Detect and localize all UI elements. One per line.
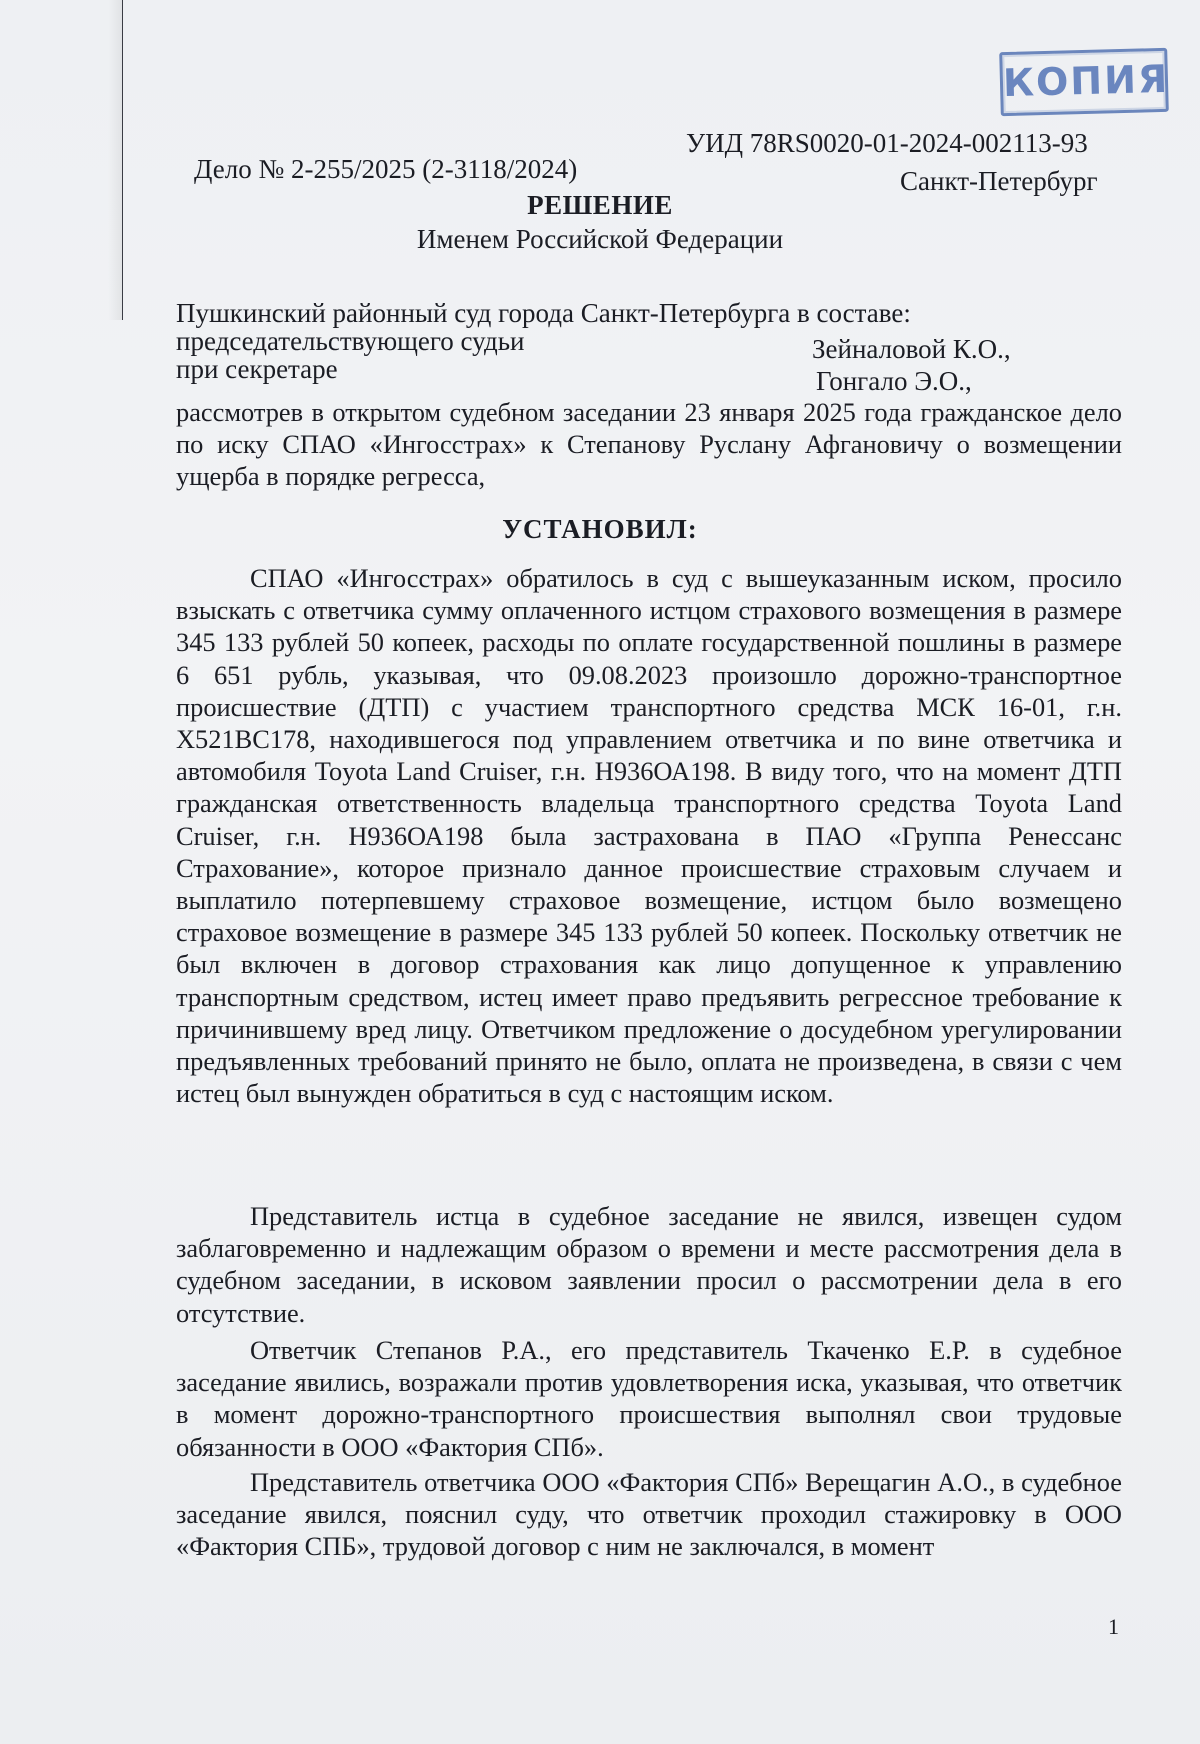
paragraph-text: Ответчик Степанов Р.А., его представитель Ткаченко Е.Р. в судебное заседание явились, возражали против удовлетворения иска, указывая, что ответчик в момент дорожно-транспортного происшествия выполнял свои трудовые обязанности в ООО «Фактория СПб». — [176, 1335, 1122, 1462]
paragraph-claim — [176, 562, 1122, 1109]
city: Санкт-Петербург — [900, 166, 1098, 196]
case-number: Дело № 2-255/2025 (2-3118/2024) — [194, 154, 578, 184]
paragraph-text: СПАО «Ингосстрах» обратилось в суд с вышеуказанным иском, просило взыскать с ответчика сумму оплаченного истцом страхового возмещения в размере 345 133 рублей 50 копеек, расходы по оплате государственной пошлины в размере 6 651 рубль, указывая, что 09.08.2023 произошло дорожно-транспортное происшествие (ДТП) с участием транспортного средства МСК 16-01, г.н. Х521ВС178, находившегося под управлением ответчика и по вине ответчика и автомобиля Toyota Land Cruiser, г.н. Н936ОА198. В виду того, что на момент ДТП гражданская ответственность владельца транспортного средства Toyota Land Cruiser, г.н. Н936ОА198 была застрахована в ПАО «Группа Ренессанс Страхование», которое признало данное происшествие страховым случаем и выплатило потерпевшему страховое возмещение, истцом было возмещено страховое возмещение в размере 345 133 рублей 50 копеек. Поскольку ответчик не был включен в договор страхования как лицо допущенное к управлению транспортным средством, истец имеет право предъявить регрессное требование к причинившему вред лицу. Ответчиком предложение о досудебном урегулировании предъявленных требований принято не было, оплата не произведена, в связи с чем истец был вынужден обратиться в суд с настоящим иском. — [176, 563, 1122, 1109]
page-number: 1 — [1108, 1614, 1119, 1639]
section-heading: УСТАНОВИЛ: — [502, 514, 698, 544]
document-subtitle: Именем Российской Федерации — [416, 224, 784, 254]
paragraph-text: Представитель истца в судебное заседание не явился, извещен судом заблаговременно и надлежащим образом о времени и месте рассмотрения дела в судебном заседании, в исковом заявлении просил о рассмотрении дела в его отсутствие. — [176, 1201, 1122, 1328]
document-title: РЕШЕНИЕ — [527, 190, 673, 220]
paragraph-defendant-company-rep — [176, 1466, 1122, 1563]
court-composition: Пушкинский районный суд города Санкт-Петербурга в составе: — [176, 298, 911, 328]
uid-line: УИД 78RS0020-01-2024-002113-93 — [686, 128, 1088, 158]
paragraph-text: Представитель ответчика ООО «Фактория СПб» Верещагин А.О., в судебное заседание явился, пояснил суду, что ответчик проходил стажировку в ООО «Фактория СПБ», трудовой договор с ним не заключался, в момент — [176, 1467, 1122, 1562]
presiding-role: председательствующего судьи — [176, 326, 525, 356]
presiding-name: Зейналовой К.О., — [812, 334, 1011, 364]
secretary-name: Гонгало Э.О., — [816, 366, 972, 396]
intro-text: рассмотрев в открытом судебном заседании 23 января 2025 года гражданское дело по иску СПАО «Ингосстрах» к Степанову Руслану Афгановичу о возмещении ущерба в порядке регресса, — [176, 397, 1122, 492]
page-fold-line — [108, 0, 123, 320]
secretary-role: при секретаре — [176, 354, 338, 384]
paragraph-defendant — [176, 1334, 1122, 1463]
intro-paragraph — [176, 396, 1122, 493]
paragraph-plaintiff-rep — [176, 1200, 1122, 1329]
copy-stamp: КОПИЯ — [999, 48, 1169, 116]
